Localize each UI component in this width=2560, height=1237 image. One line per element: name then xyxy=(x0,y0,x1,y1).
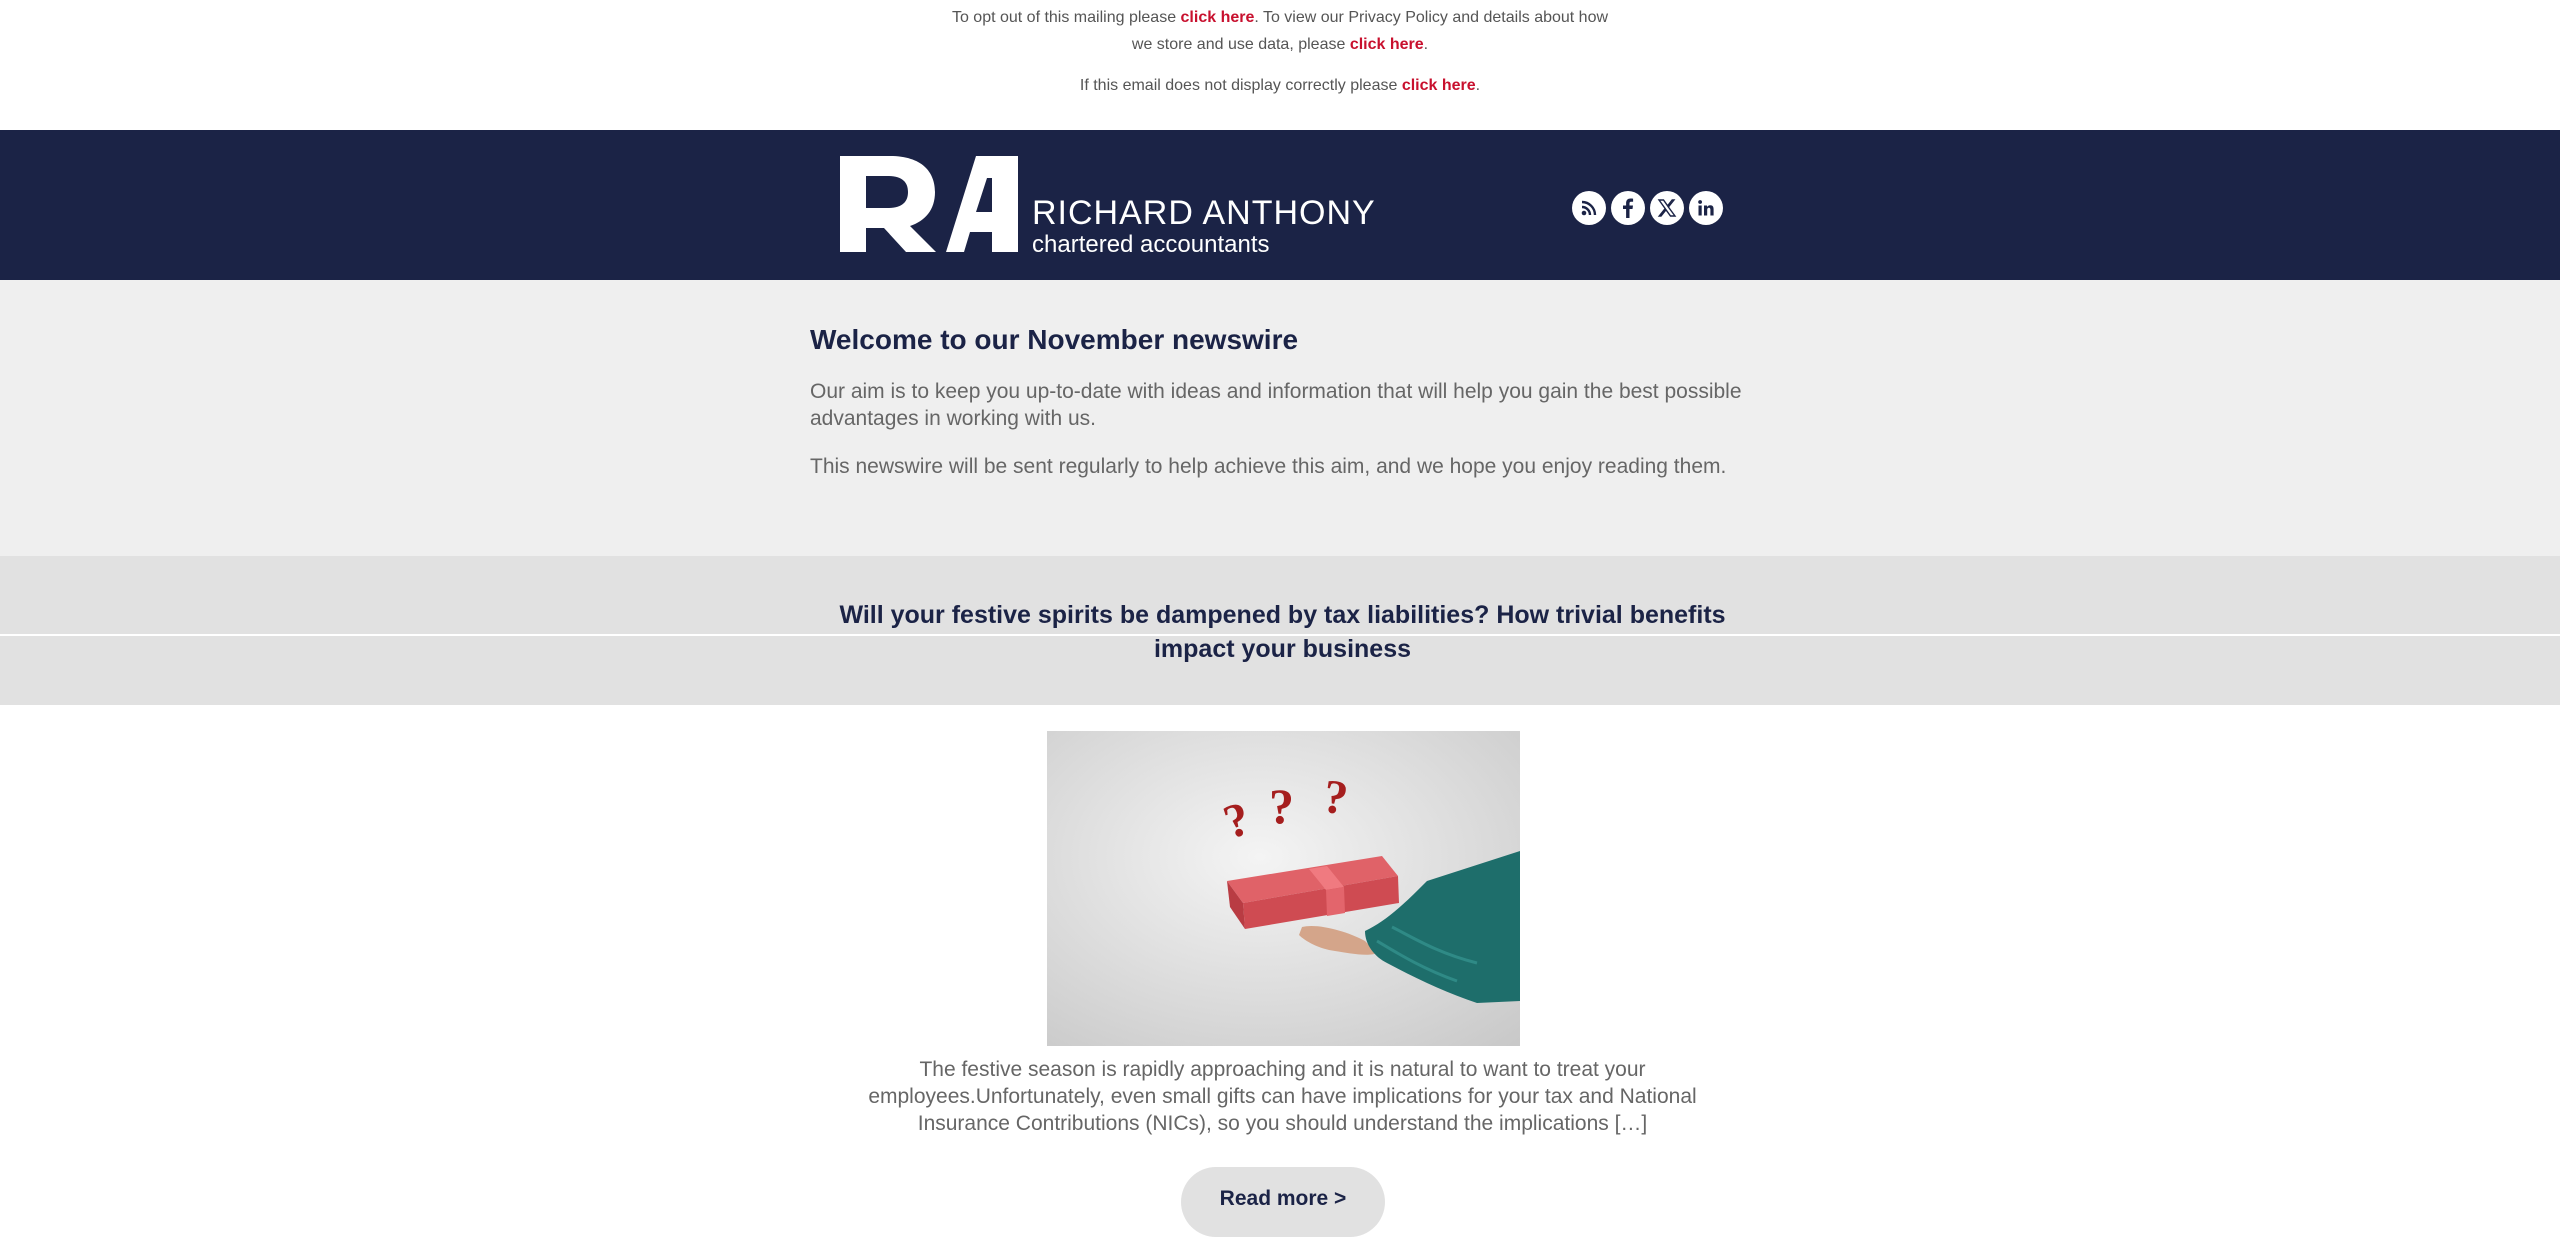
intro-title: Welcome to our November newswire xyxy=(810,324,1299,355)
view-online-link[interactable]: click here xyxy=(1401,77,1476,94)
linkedin-icon xyxy=(1697,199,1715,217)
intro-paragraph-1: Our aim is to keep you up-to-date with ideas and information that will help you gain the best possible advantages in working with us. xyxy=(810,380,1742,430)
question-mark-icon: ? xyxy=(1319,769,1352,826)
intro-section xyxy=(0,280,2560,556)
facebook-link[interactable] xyxy=(1611,191,1645,225)
rss-icon xyxy=(1580,199,1598,217)
company-logo[interactable] xyxy=(840,154,1376,264)
optout-link[interactable]: click here xyxy=(1180,9,1255,26)
linkedin-link[interactable] xyxy=(1689,191,1723,225)
x-twitter-link[interactable] xyxy=(1650,191,1684,225)
logo-a-icon xyxy=(946,156,1018,252)
article-summary: The festive season is rapidly approaching and it is natural to want to treat your employees.Unfortunately, even small gifts can have implications for your tax and National Insurance Contributions (NICs), so you should understand the implications […] xyxy=(868,1058,1697,1135)
optout-text: To opt out of this mailing please click here. To view our Privacy Policy and details about how we store and use data, please click here. xyxy=(951,9,1609,53)
brand-name: RICHARD ANTHONY xyxy=(1032,194,1376,232)
question-mark-icon: ? xyxy=(1217,791,1257,850)
article-header xyxy=(0,556,2560,705)
social-links xyxy=(1572,191,1723,225)
logo-r-icon xyxy=(840,156,936,252)
x-twitter-icon xyxy=(1658,199,1676,217)
question-mark-icon: ? xyxy=(1269,778,1294,834)
read-more-button[interactable] xyxy=(1181,1167,1385,1237)
display-text: If this email does not display correctly please click here. xyxy=(1079,77,1481,94)
article-section xyxy=(0,705,2560,1225)
privacy-link[interactable]: click here xyxy=(1349,36,1424,53)
intro-paragraph-2: This newswire will be sent regularly to help achieve this aim, and we hope you enjoy reading them. xyxy=(810,455,1727,478)
article-image[interactable] xyxy=(1047,731,1520,1046)
email-header xyxy=(0,130,2560,280)
article-title[interactable]: Will your festive spirits be dampened by tax liabilities? How trivial benefits impact your business xyxy=(839,601,1726,663)
brand-subtitle: chartered accountants xyxy=(1032,231,1270,258)
preheader xyxy=(0,0,2560,130)
rss-link[interactable] xyxy=(1572,191,1606,225)
read-more-label: Read more > xyxy=(1219,1187,1347,1210)
facebook-icon xyxy=(1619,198,1637,218)
